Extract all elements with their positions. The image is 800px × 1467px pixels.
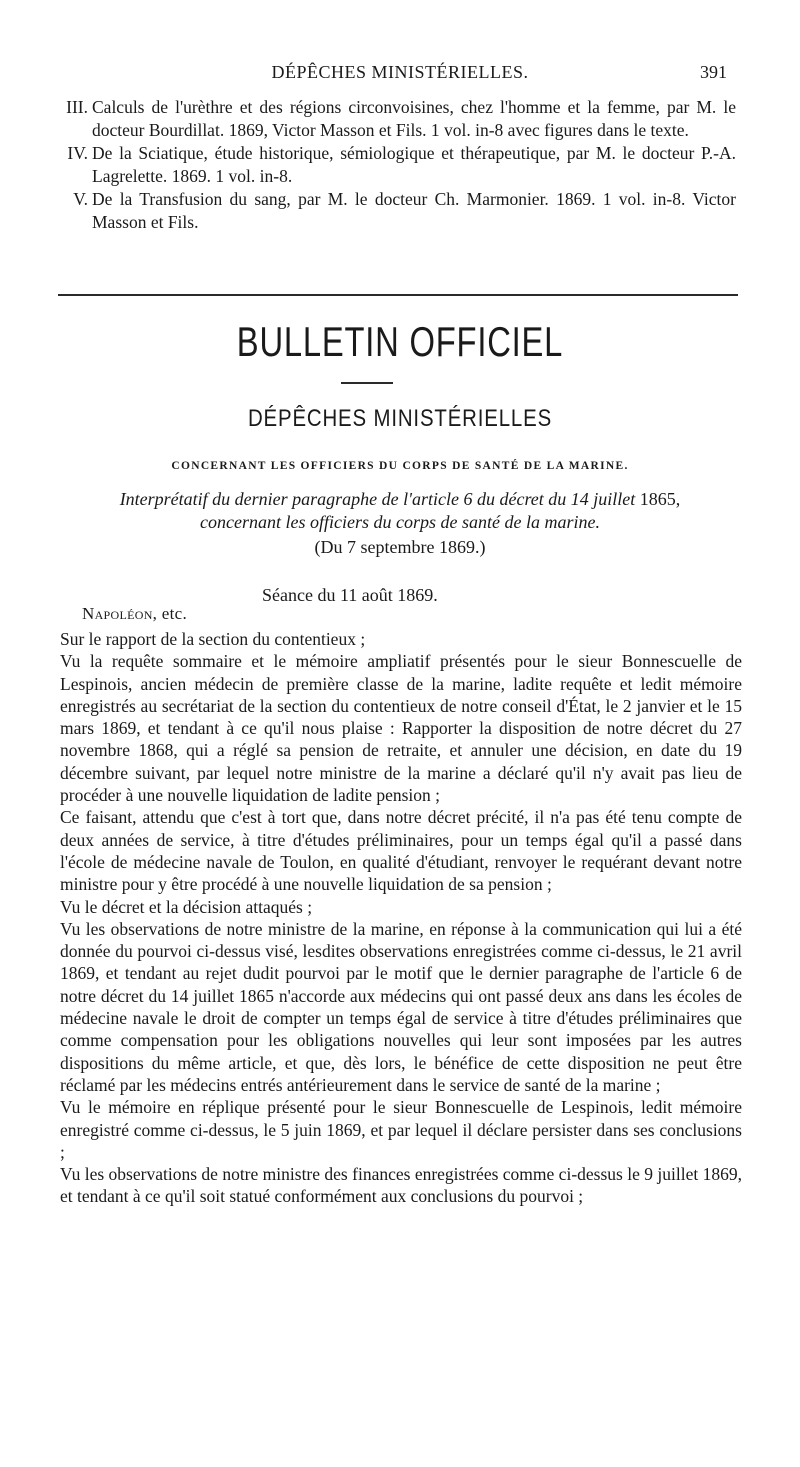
paragraph: Vu les observations de notre ministre des finances enregistrées comme ci-dessus le 9 juillet 1869, et tendant à ce qu'il soit statué conformément aux conclusions du pourvoi ; bbox=[60, 1164, 742, 1207]
running-head-title: DÉPÊCHES MINISTÉRIELLES. bbox=[271, 62, 529, 82]
list-item bbox=[60, 142, 736, 188]
list-item bbox=[60, 96, 736, 142]
napoleon-line bbox=[82, 604, 187, 624]
paragraph: Vu la requête sommaire et le mémoire ampliatif présentés pour le sieur Bonnescuelle de Lespinois, ancien médecin de première classe de la marine, ladite requête et ledit mémoire enregistrés au secrétariat de la section du contentieux de notre conseil d'État, le 2 janvier et le 15 mars 1869, et tendant à ce qu'il nous plaise : Rapporter la disposition de notre décret du 27 novembre 1868, qui a réglé sa pension de retraite, et annuler une décision, en date du 19 décembre suivant, par lequel notre ministre de la marine a déclaré qu'il n'y avait pas lieu de procéder à une nouvelle liquidation de ladite pension ; bbox=[60, 651, 742, 806]
running-head bbox=[0, 60, 800, 86]
list-item-number: III. bbox=[66, 97, 88, 117]
paragraph: Vu le mémoire en réplique présenté pour le sieur Bonnescuelle de Lespinois, ledit mémoire enregistré comme ci-dessus, le 5 juin 1869, et par lequel il déclare persister dans ses conclusions ; bbox=[60, 1097, 742, 1162]
list-item-text: De la Sciatique, étude historique, sémiologique et thérapeutique, par M. le docteur P.-A. Lagrelette. 1869. 1 vol. in-8. bbox=[92, 143, 736, 186]
paragraph: Ce faisant, attendu que c'est à tort que, dans notre décret précité, il n'a pas été tenu compte de deux années de service, à titre d'études préliminaires, pour un temps égal qu'il a passé dans l'école de médecine navale de Toulon, en qualité d'étudiant, renvoyer le requérant devant notre ministre pour y être procédé à une nouvelle liquidation de sa pension ; bbox=[60, 807, 742, 895]
subheading: CONCERNANT LES OFFICIERS DU CORPS DE SANTÉ DE LA MARINE. bbox=[171, 460, 629, 472]
page-number: 391 bbox=[700, 62, 727, 82]
decree-title-part-2: concernant les officiers du corps de santé de la marine. bbox=[200, 512, 600, 532]
decree-title-year: 1865, bbox=[639, 489, 681, 509]
section-divider bbox=[58, 294, 738, 296]
paragraph: Vu le décret et la décision attaqués ; bbox=[60, 896, 313, 917]
list-item-number: IV. bbox=[67, 143, 88, 163]
napoleon-suffix: etc. bbox=[157, 604, 188, 623]
decree-title-part-1: Interprétatif du dernier paragraphe de l'article 6 du décret du 14 juillet bbox=[119, 489, 636, 509]
publication-list bbox=[60, 96, 736, 234]
paragraph: Sur le rapport de la section du contentieux ; bbox=[60, 629, 366, 649]
list-item-text: Calculs de l'urèthre et des régions circonvoisines, chez l'homme et la femme, par M. le docteur Bourdillat. 1869, Victor Masson et Fils. 1 vol. in-8 avec figures dans le texte. bbox=[92, 97, 736, 140]
seance-date: Séance du 11 août 1869. bbox=[262, 585, 438, 605]
section-title: DÉPÊCHES MINISTÉRIELLES bbox=[247, 405, 553, 432]
decree-title bbox=[100, 488, 700, 534]
list-item bbox=[60, 188, 736, 234]
decree-date: (Du 7 septembre 1869.) bbox=[314, 537, 486, 557]
list-item-number: V. bbox=[73, 189, 88, 209]
list-item-text: De la Transfusion du sang, par M. le docteur Ch. Marmonier. 1869. 1 vol. in-8. Victor Masson et Fils. bbox=[92, 189, 736, 232]
bulletin-title: BULLETIN OFFICIEL bbox=[236, 318, 564, 365]
paragraph: Vu les observations de notre ministre de la marine, en réponse à la communication qui lui a été donnée du pourvoi ci-dessus visé, lesdites observations enregistrées comme ci-dessus, le 21 avril 1869, et tendant au rejet dudit pourvoi par le motif que le dernier paragraphe de l'article 6 de notre décret du 14 juillet 1865 n'accorde aux médecins qui ont passé deux ans dans les écoles de médecine navale le droit de compter un temps égal de service à titre d'études préliminaires que comme compensation pour les obligations nouvelles qui leur sont imposées par les autres dispositions du même article, et que, dès lors, le bénéfice de cette disposition ne peut être réclamé par les médecins entrés antérieurement dans le service de santé de la marine ; bbox=[60, 918, 742, 1095]
short-divider bbox=[341, 382, 393, 384]
body-text bbox=[60, 628, 742, 1208]
napoleon-name: Napoléon, bbox=[82, 604, 158, 623]
